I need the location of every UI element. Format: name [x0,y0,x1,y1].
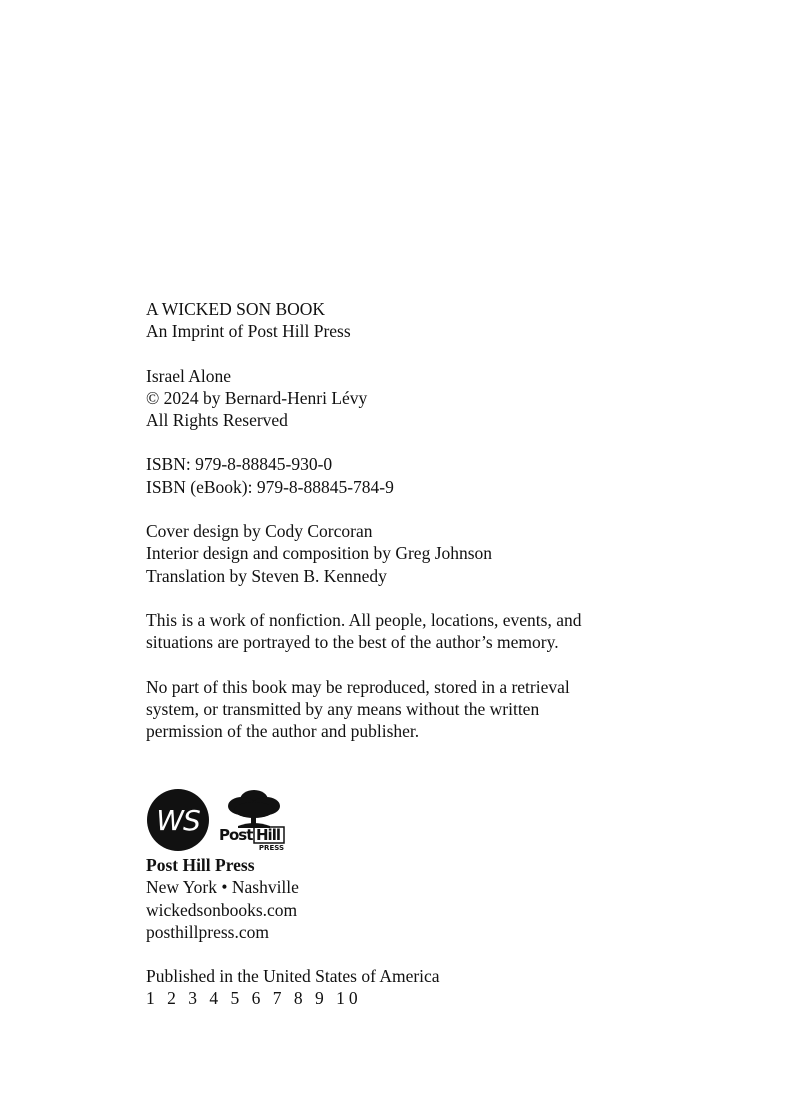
book-block [146,365,666,432]
reproduction-line: No part of this book may be reproduced, stored in a retrieval [146,676,570,697]
tree-icon [228,790,280,828]
post-wordmark: Post [219,826,253,844]
hill-wordmark: Hill [256,826,280,844]
isbn-print: ISBN: 979-8-88845-930-0 [146,454,333,475]
published-country: Published in the United States of America [146,966,440,987]
isbn-ebook: ISBN (eBook): 979-8-88845-784-9 [146,476,394,497]
copyright-page-text [146,298,666,764]
publisher-logos [146,786,306,852]
series-name: A WICKED SON BOOK [146,299,326,319]
publisher-info [146,854,666,943]
post-hill-press-logo [218,786,288,852]
copyright-line: © 2024 by Bernard-Henri Lévy [146,387,368,408]
imprint-line: An Imprint of Post Hill Press [146,321,351,342]
printer-key: 1 2 3 4 5 6 7 8 9 10 [146,988,362,1009]
interior-credit: Interior design and composition by Greg Johnson [146,543,493,564]
publisher-website: posthillpress.com [146,921,269,942]
rights-line: All Rights Reserved [146,410,288,431]
cover-credit: Cover design by Cody Corcoran [146,521,373,542]
nonfiction-line: situations are portrayed to the best of the author’s memory. [146,632,559,653]
publisher-cities: New York • Nashville [146,877,299,898]
wicked-son-logo [146,788,210,852]
wicked-son-monogram: WS [156,804,200,837]
publisher-website: wickedsonbooks.com [146,899,298,920]
nonfiction-line: This is a work of nonfiction. All people, locations, events, and [146,609,582,630]
imprint-block [146,298,666,343]
press-wordmark: PRESS [258,844,284,852]
credits-block [146,520,666,587]
translation-credit: Translation by Steven B. Kennedy [146,565,387,586]
publisher-name: Post Hill Press [146,855,255,875]
reproduction-notice [146,676,666,743]
publisher-block [146,854,666,1032]
book-title: Israel Alone [146,365,232,386]
reproduction-line: permission of the author and publisher. [146,721,420,742]
reproduction-line: system, or transmitted by any means without the written [146,698,540,719]
isbn-block [146,453,666,498]
nonfiction-notice [146,609,666,654]
printing-info [146,965,666,1010]
